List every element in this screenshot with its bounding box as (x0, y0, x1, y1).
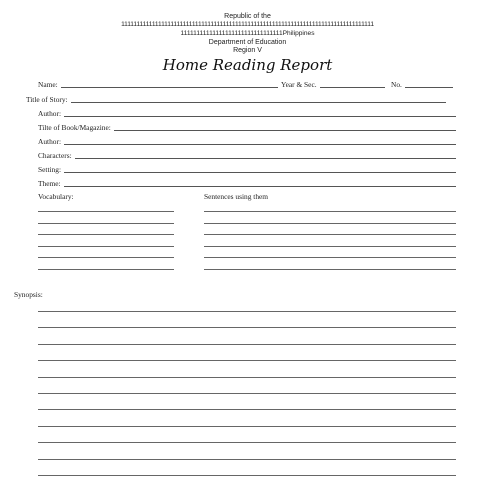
book-author-label: Author: (38, 137, 61, 146)
synopsis-line[interactable] (38, 360, 456, 361)
title-of-story-field[interactable] (26, 94, 446, 104)
characters-field[interactable] (38, 150, 456, 160)
sentence-line[interactable] (204, 269, 456, 270)
setting-line[interactable] (64, 165, 456, 173)
name-field[interactable] (38, 79, 278, 89)
sentence-line[interactable] (204, 246, 456, 247)
book-author-line[interactable] (64, 137, 456, 145)
theme-field[interactable] (38, 178, 456, 188)
sentence-line[interactable] (204, 211, 456, 212)
title-of-story-label: Title of Story: (26, 95, 68, 104)
no-field[interactable] (391, 79, 453, 89)
title-of-book-label: Tilte of Book/Magazine: (38, 123, 111, 132)
header-ones-line: 1111111111111111111111111111111111111111111111111111111111111111111111111111111111 (121, 21, 374, 28)
vocabulary-line[interactable] (38, 269, 174, 270)
header-philippines: 11111111111111111111111111111111Philippines (180, 30, 315, 37)
vocabulary-heading: Vocabulary: (38, 192, 74, 201)
vocabulary-line[interactable] (38, 223, 174, 224)
vocabulary-line[interactable] (38, 246, 174, 247)
name-label: Name: (38, 80, 58, 89)
synopsis-line[interactable] (38, 327, 456, 328)
vocabulary-line[interactable] (38, 234, 174, 235)
theme-label: Theme: (38, 179, 61, 188)
sentence-line[interactable] (204, 223, 456, 224)
synopsis-line[interactable] (38, 311, 456, 312)
vocabulary-line[interactable] (38, 257, 174, 258)
sentences-heading: Sentences using them (204, 192, 269, 201)
title-of-book-field[interactable] (38, 122, 456, 132)
characters-label: Characters: (38, 151, 72, 160)
name-line[interactable] (61, 80, 278, 88)
header-republic: Republic of the (224, 13, 271, 20)
author-line[interactable] (64, 109, 456, 117)
header-department: Department of Education (208, 39, 287, 46)
setting-label: Setting: (38, 165, 61, 174)
year-sec-line[interactable] (320, 80, 385, 88)
characters-line[interactable] (75, 151, 456, 159)
synopsis-line[interactable] (38, 377, 456, 378)
synopsis-line[interactable] (38, 393, 456, 394)
no-label: No. (391, 80, 402, 89)
no-line[interactable] (405, 80, 453, 88)
book-author-field[interactable] (38, 136, 456, 146)
synopsis-line[interactable] (38, 426, 456, 427)
page-title: Home Reading Report (162, 56, 333, 74)
sentence-line[interactable] (204, 234, 456, 235)
header-region: Region V (233, 47, 262, 54)
theme-line[interactable] (64, 179, 456, 187)
synopsis-line[interactable] (38, 475, 456, 476)
year-sec-label: Year & Sec. (281, 80, 317, 89)
author-field[interactable] (38, 108, 456, 118)
setting-field[interactable] (38, 164, 456, 174)
synopsis-line[interactable] (38, 409, 456, 410)
sentence-line[interactable] (204, 257, 456, 258)
year-sec-field[interactable] (281, 79, 385, 89)
title-of-story-line[interactable] (71, 95, 446, 103)
author-label: Author: (38, 109, 61, 118)
synopsis-line[interactable] (38, 344, 456, 345)
title-of-book-line[interactable] (114, 123, 456, 131)
vocabulary-line[interactable] (38, 211, 174, 212)
synopsis-line[interactable] (38, 459, 456, 460)
synopsis-line[interactable] (38, 442, 456, 443)
synopsis-heading: Synopsis: (14, 290, 43, 299)
